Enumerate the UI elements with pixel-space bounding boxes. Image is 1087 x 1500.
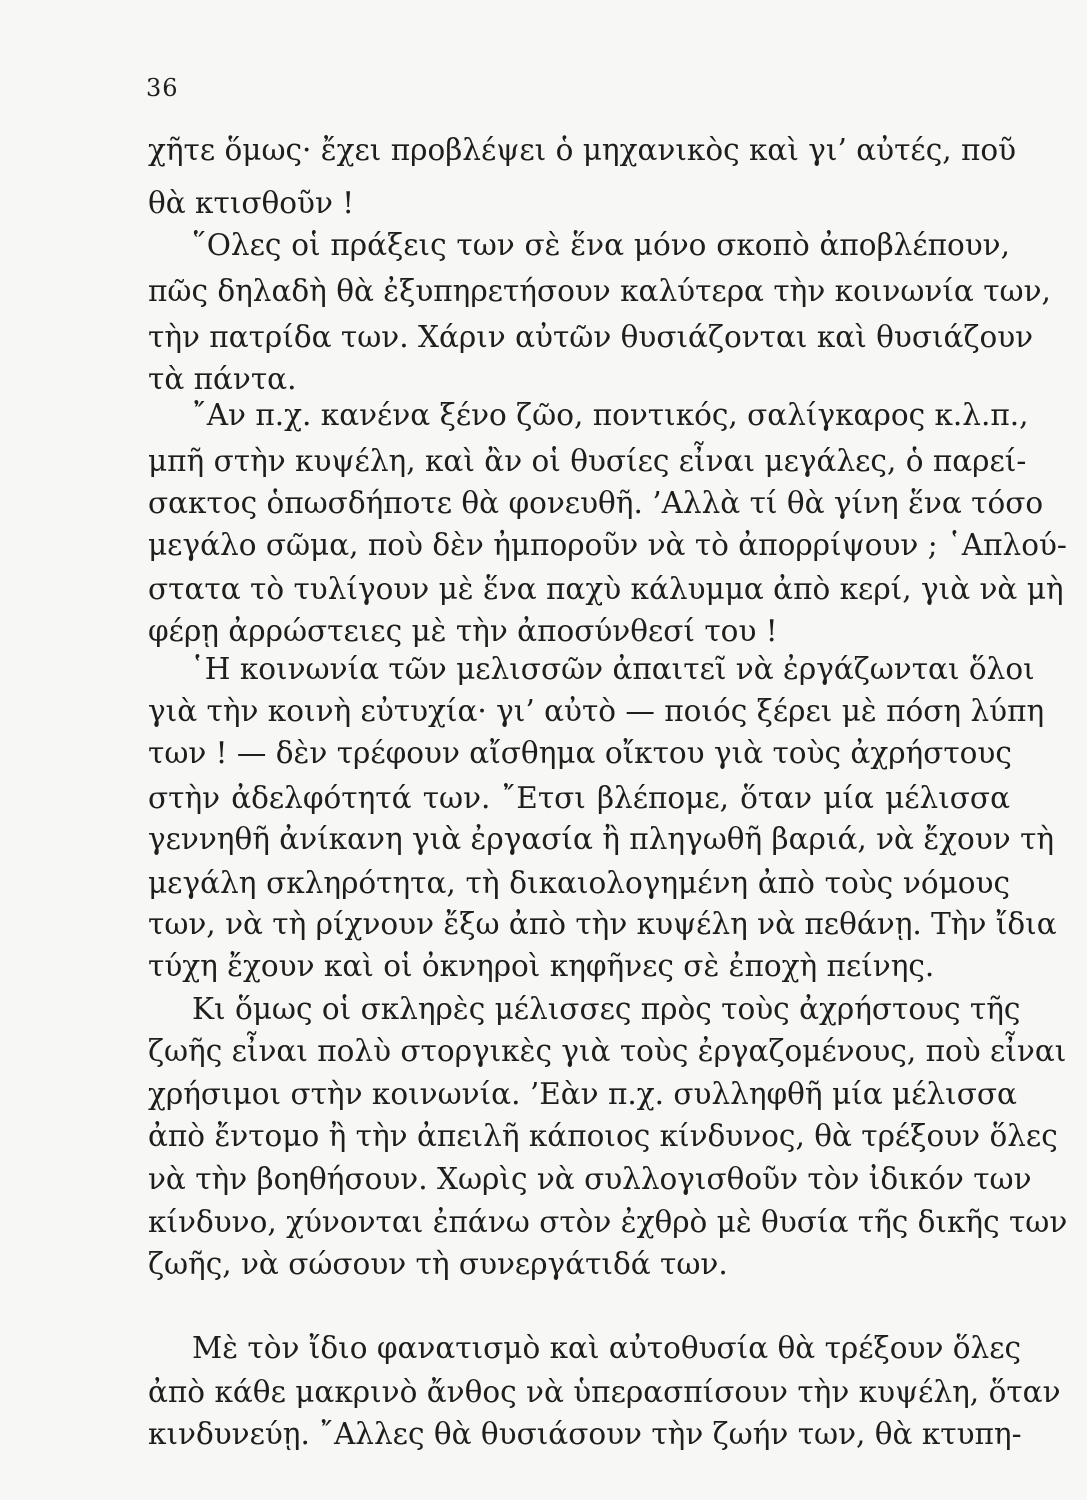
paragraph-start-line: Κι ὅμως οἱ σκληρὲς μέλισσες πρὸς τοὺς ἀχρήστους τῆς — [192, 992, 1021, 1026]
text-line: στατα τὸ τυλίγουν μὲ ἕνα παχὺ κάλυμμα ἀπὸ κερί, γιὰ νὰ μὴ — [148, 572, 1064, 606]
text-line: ζωῆς, νὰ σώσουν τὴ συνεργάτιδά των. — [148, 1247, 728, 1281]
text-line: σακτος ὁπωσδήποτε θὰ φονευθῆ. ’Αλλὰ τί θὰ γίνη ἕνα τόσο — [148, 486, 1044, 520]
text-line: τὴν πατρίδα των. Χάριν αὐτῶν θυσιάζονται καὶ θυσιάζουν — [148, 320, 1034, 354]
paragraph-start-line: Μὲ τὸν ἴδιο φανατισμὸ καὶ αὐτοθυσία θὰ τρέξουν ὅλες — [192, 1331, 1022, 1365]
text-line: νὰ τὴν βοηθήσουν. Χωρὶς νὰ συλλογισθοῦν τὸν ἰδικόν των — [148, 1162, 1032, 1196]
text-line: των ! — δὲν τρέφουν αἴσθημα οἴκτου γιὰ τοὺς ἀχρήστους — [148, 736, 1012, 770]
text-line: γιὰ τὴν κοινὴ εὐτυχία· γι’ αὐτὸ — ποιός ξέρει μὲ πόση λύπη — [148, 694, 1045, 728]
text-line: χῆτε ὅμως· ἔχει προβλέψει ὁ μηχανικὸς καὶ γι’ αὐτές, ποῦ — [148, 133, 1017, 167]
text-line: κίνδυνο, χύνονται ἐπάνω στὸν ἐχθρὸ μὲ θυσία τῆς δικῆς των — [148, 1205, 1068, 1239]
text-line: τύχη ἔχουν καὶ οἱ ὀκνηροὶ κηφῆνες σὲ ἐποχὴ πείνης. — [148, 949, 935, 983]
text-line: ζωῆς εἶναι πολὺ στοργικὲς γιὰ τοὺς ἐργαζομένους, ποὺ εἶναι — [148, 1034, 1067, 1068]
text-line: ἀπὸ κάθε μακρινὸ ἄνθος νὰ ὑπερασπίσουν τὴν κυψέλη, ὅταν — [148, 1375, 1061, 1409]
text-line: πῶς δηλαδὴ θὰ ἐξυπηρετήσουν καλύτερα τὴν κοινωνία των, — [148, 274, 1051, 308]
text-line: μεγάλο σῶμα, ποὺ δὲν ἠμποροῦν νὰ τὸ ἀπορρίψουν ; ῾Απλού- — [148, 528, 1067, 562]
text-line: γεννηθῆ ἀνίκανη γιὰ ἐργασία ἢ πληγωθῆ βαριά, νὰ ἔχουν τὴ — [148, 822, 1055, 856]
text-line: στὴν ἀδελφότητά των. ῎Ετσι βλέπομε, ὅταν μία μέλισσα — [148, 781, 1010, 815]
text-line: κινδυνεύῃ. ῎Αλλες θὰ θυσιάσουν τὴν ζωήν των, θὰ κτυπη- — [148, 1417, 1022, 1451]
paragraph-start-line: ῞Ολες οἱ πράξεις των σὲ ἕνα μόνο σκοπὸ ἀποβλέπουν, — [192, 228, 1010, 262]
text-line: μεγάλη σκληρότητα, τὴ δικαιολογημένη ἀπὸ τοὺς νόμους — [148, 866, 1010, 900]
text-line: μπῆ στὴν κυψέλη, καὶ ἂν οἱ θυσίες εἶναι μεγάλες, ὁ παρεί- — [148, 444, 1027, 478]
text-line: φέρῃ ἀρρώστειες μὲ τὴν ἀποσύνθεσί του ! — [148, 614, 778, 648]
text-line: των, νὰ τὴ ρίχνουν ἔξω ἀπὸ τὴν κυψέλη νὰ πεθάνῃ. Τὴν ἴδια — [148, 907, 1057, 941]
text-line: ἀπὸ ἔντομο ἢ τὴν ἀπειλῆ κάποιος κίνδυνος, θὰ τρέξουν ὅλες — [148, 1119, 1058, 1153]
paragraph-start-line: ῾Η κοινωνία τῶν μελισσῶν ἀπαιτεῖ νὰ ἐργάζωνται ὅλοι — [190, 652, 1035, 686]
paragraph-start-line: ῎Αν π.χ. κανένα ξένο ζῶο, ποντικός, σαλίγκαρος κ.λ.π., — [192, 398, 1029, 432]
text-line: τὰ πάντα. — [148, 362, 297, 396]
text-line: χρήσιμοι στὴν κοινωνία. ’Εὰν π.χ. συλληφθῆ μία μέλισσα — [148, 1077, 1017, 1111]
page-number: 36 — [146, 74, 179, 102]
text-line: θὰ κτισθοῦν ! — [148, 186, 355, 220]
